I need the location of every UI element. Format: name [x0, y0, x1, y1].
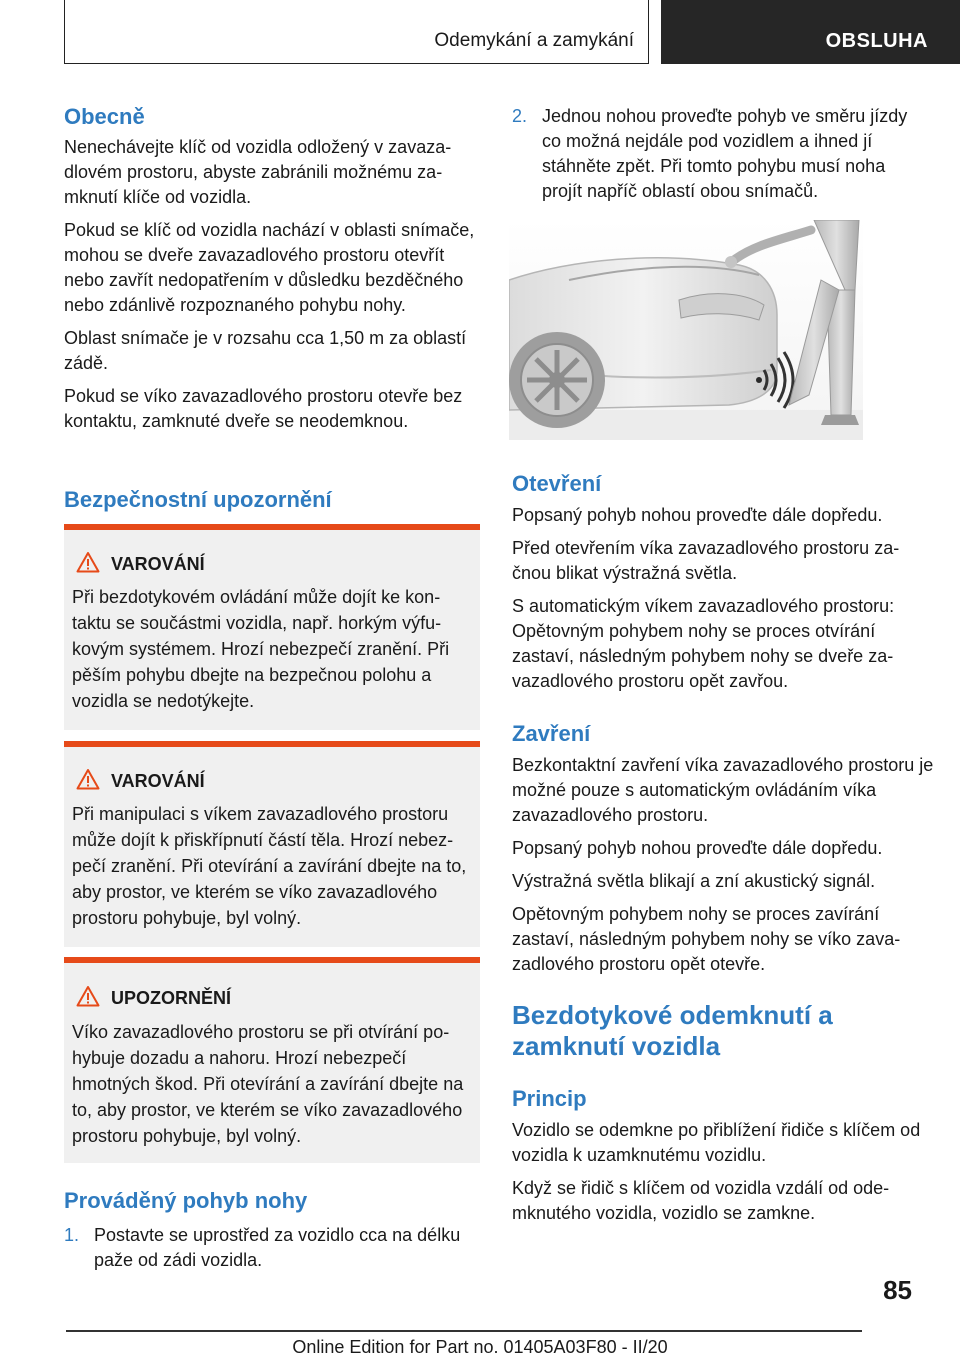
- general-paragraph-3: Oblast snímače je v rozsahu cca 1,50 m za oblastí zádě.: [64, 328, 467, 373]
- warning-title: VAROVÁNÍ: [111, 554, 205, 574]
- general-paragraph-4: Pokud se víko zavazadlového prostoru otevře bez kontaktu, zamknuté dveře se neodemknou.: [64, 386, 463, 431]
- principle-paragraph-1: Vozidlo se odemkne po přiblížení řidiče s klíčem od vozidla k uzamknutému vozidlu.: [512, 1120, 921, 1165]
- warning-text: Při manipulaci s víkem zavazadlového prostoru může dojít k přiskřípnutí částí těla. Hrozí nebezpečí zranění. Při otevírání a zavírání dbejte na to, aby prostor, ve kterém se víko zavazadlového prostoru pohybuje, byl volný.: [72, 804, 467, 928]
- warning-bar: [64, 957, 480, 963]
- warning-bar: [64, 741, 480, 747]
- close-section: [512, 720, 936, 977]
- list-item: [512, 104, 930, 204]
- page-number: 85: [883, 1275, 912, 1305]
- notice-title: UPOZORNĚNÍ: [111, 988, 232, 1008]
- open-heading: Otevření: [512, 471, 602, 496]
- close-paragraph-2: Popsaný pohyb nohou proveďte dále dopředu.: [512, 838, 883, 858]
- warning-triangle-icon: [76, 768, 100, 790]
- keyless-heading: Bezdotykové odemknutí a zamknutí vozidla: [512, 1000, 833, 1061]
- list-number: 1.: [64, 1225, 80, 1245]
- warning-triangle-icon: [76, 551, 100, 573]
- open-paragraph-2: Před otevřením víka zavazadlového prostoru začnou blikat výstražná světla.: [512, 538, 900, 583]
- list-item: [64, 1223, 480, 1273]
- general-heading: Obecně: [64, 104, 145, 129]
- warning-box-2: [64, 741, 480, 947]
- motion-section: [64, 1187, 480, 1273]
- car-rear-leg-image: [509, 220, 863, 440]
- principle-section: [512, 1085, 932, 1226]
- close-heading: Zavření: [512, 721, 591, 746]
- kick-sensor-illustration: [509, 220, 863, 440]
- notice-box: [64, 957, 480, 1163]
- header-section-title: Odemykání a zamykání: [434, 30, 634, 51]
- safety-heading-wrap: [64, 486, 480, 514]
- chapter-tab[interactable]: [661, 0, 960, 64]
- notice-text: Víko zavazadlového prostoru se při otvírání pohybuje dozadu a nahoru. Hrozí nebezpečí hmotných škod. Při otevírání a zavírání dbejte na to, aby prostor, ve kterém se víko zavazadlového prostoru pohybuje, byl volný.: [72, 1022, 464, 1146]
- warning-title: VAROVÁNÍ: [111, 771, 205, 791]
- principle-paragraph-2: Když se řidič s klíčem od vozidla vzdálí od odemknutého vozidla, vozidlo se zamkne.: [512, 1178, 890, 1223]
- safety-heading: Bezpečnostní upozornění: [64, 487, 332, 512]
- close-paragraph-1: Bezkontaktní zavření víka zavazadlového prostoru je možné pouze s automatickým ovládáním víka zavazadlového prostoru.: [512, 755, 934, 825]
- keyless-section: [512, 1000, 872, 1062]
- list-text: Postavte se uprostřed za vozidlo cca na délku paže od zádi vozidla.: [94, 1225, 461, 1270]
- list-number: 2.: [512, 106, 528, 126]
- warning-box-1: [64, 524, 480, 730]
- warning-text: Při bezdotykovém ovládání může dojít ke kontaktu se součástmi vozidla, např. horkým výfukovým systémem. Hrozí nebezpečí zranění. Při pěším pohybu dbejte na bezpečnou polohu a vozidla se nedotýkejte.: [72, 587, 450, 711]
- list-text: Jednou nohou proveďte pohyb ve směru jízdy co možná nejdále pod vozidlem a ihned jí stáhněte zpět. Při tomto pohybu musí noha projít napříč oblastí obou snímačů.: [542, 106, 908, 201]
- general-paragraph-2: Pokud se klíč od vozidla nachází v oblasti snímače, mohou se dveře zavazadlového prostoru otevřít nebo zavřít nedopatřením v důsledku bezděčného nebo zdánlivě rozpoznaného pohybu nohy.: [64, 220, 475, 315]
- open-section: [512, 470, 932, 694]
- footer-edition: Online Edition for Part no. 01405A03F80 - II/20: [292, 1337, 668, 1357]
- footer-divider: [66, 1330, 862, 1332]
- chapter-tab-label: OBSLUHA: [825, 30, 928, 52]
- general-paragraph-1: Nenechávejte klíč od vozidla odložený v zavazadlovém prostoru, abyste zabránili možnému zamknutí klíče od vozidla.: [64, 137, 452, 207]
- step-2: [512, 104, 930, 204]
- warning-bar: [64, 524, 480, 530]
- motion-heading: Prováděný pohyb nohy: [64, 1188, 308, 1213]
- open-paragraph-1: Popsaný pohyb nohou proveďte dále dopředu.: [512, 505, 883, 525]
- general-section: [64, 103, 480, 434]
- close-paragraph-3: Výstražná světla blikají a zní akustický signál.: [512, 871, 876, 891]
- open-paragraph-3: S automatickým víkem zavazadlového prostoru: Opětovným pohybem nohy se proces otvírání zastaví, následným pohybem nohy se dveře zavazadlového prostoru opět zavřou.: [512, 596, 895, 691]
- warning-triangle-icon: [76, 985, 100, 1007]
- principle-heading: Princip: [512, 1086, 587, 1111]
- close-paragraph-4: Opětovným pohybem nohy se proces zavírání zastaví, následným pohybem nohy se víko zavazadlového prostoru opět otevře.: [512, 904, 901, 974]
